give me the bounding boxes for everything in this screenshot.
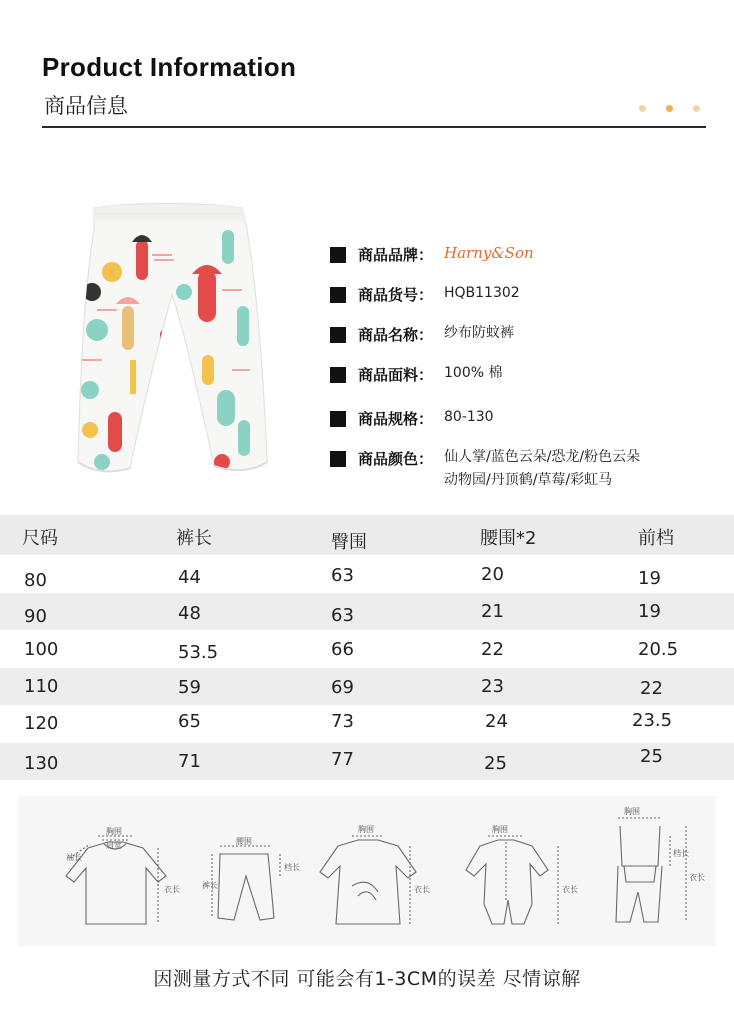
table-cell: 19 bbox=[638, 568, 661, 589]
overalls-diagram-icon bbox=[616, 818, 686, 922]
label-romper-chest: 胸围 bbox=[492, 825, 508, 834]
table-cell: 63 bbox=[331, 604, 354, 626]
table-cell: 22 bbox=[640, 677, 663, 699]
label-romper-length: 衣长 bbox=[562, 885, 578, 894]
romper-diagram-icon bbox=[466, 836, 558, 924]
info-row-fabric bbox=[330, 364, 502, 385]
table-cell: 44 bbox=[178, 567, 201, 588]
info-value: 100% 棉 bbox=[444, 365, 503, 381]
info-value: 纱布防蚊裤 bbox=[444, 325, 514, 341]
table-cell: 77 bbox=[331, 748, 354, 770]
measurement-diagrams bbox=[18, 796, 716, 946]
bullet-square-icon bbox=[330, 451, 346, 467]
label-gown-chest: 胸围 bbox=[358, 825, 374, 834]
table-cell: 130 bbox=[24, 752, 59, 774]
measurement-note: 因测量方式不同 可能会有1-3CM的误差 尽情谅解 bbox=[153, 968, 581, 990]
dot-icon bbox=[639, 105, 646, 112]
size-table bbox=[0, 515, 734, 780]
table-row bbox=[0, 743, 734, 781]
table-cell: 90 bbox=[24, 605, 47, 627]
info-label: 商品货号： bbox=[358, 286, 434, 304]
table-cell: 23 bbox=[481, 675, 504, 697]
table-cell: 22 bbox=[481, 639, 504, 660]
label-overalls-length: 衣长 bbox=[689, 873, 705, 882]
table-cell: 120 bbox=[24, 713, 59, 734]
info-label: 商品品牌： bbox=[358, 246, 434, 264]
info-row-name bbox=[330, 324, 514, 345]
table-cell: 19 bbox=[638, 600, 661, 622]
header-divider bbox=[42, 126, 706, 128]
color-line-1: 仙人掌/蓝色云朵/恐龙/粉色云朵 bbox=[444, 449, 641, 465]
info-value: 80-130 bbox=[444, 409, 494, 425]
table-cell: 73 bbox=[331, 711, 354, 732]
table-cell: 20 bbox=[481, 564, 504, 585]
info-label: 商品面料： bbox=[358, 366, 434, 384]
table-row bbox=[0, 555, 734, 593]
table-row bbox=[0, 705, 734, 743]
label-waist: 腰围 bbox=[236, 837, 252, 846]
table-row bbox=[0, 630, 734, 668]
label-shoulder: 肩宽 bbox=[106, 841, 122, 850]
table-cell: 48 bbox=[178, 602, 201, 624]
table-row bbox=[0, 593, 734, 631]
table-cell: 25 bbox=[640, 745, 663, 767]
section-header bbox=[42, 52, 706, 128]
info-label: 商品名称： bbox=[358, 326, 434, 344]
table-cell: 25 bbox=[484, 752, 507, 774]
bullet-square-icon bbox=[330, 247, 346, 263]
column-header: 尺码 bbox=[22, 528, 58, 549]
brand-logo: Harny&Son bbox=[444, 244, 534, 262]
dot-icon bbox=[693, 105, 700, 112]
column-header: 臀围 bbox=[331, 532, 367, 553]
table-cell: 53.5 bbox=[178, 642, 219, 663]
table-cell: 59 bbox=[178, 676, 201, 698]
column-header: 腰围*2 bbox=[480, 528, 537, 549]
bullet-square-icon bbox=[330, 367, 346, 383]
table-cell: 100 bbox=[24, 639, 59, 660]
label-crotch: 档长 bbox=[284, 863, 300, 872]
pants-diagram-icon bbox=[212, 846, 280, 920]
table-cell: 23.5 bbox=[632, 710, 673, 731]
table-cell: 71 bbox=[178, 750, 201, 772]
table-row bbox=[0, 668, 734, 706]
info-row-color bbox=[330, 448, 640, 492]
table-cell: 65 bbox=[178, 711, 201, 732]
color-line-2: 动物园/丹顶鹤/草莓/彩虹马 bbox=[444, 472, 613, 488]
table-header bbox=[0, 515, 734, 555]
table-cell: 21 bbox=[481, 600, 504, 622]
label-overalls-chest: 胸围 bbox=[624, 807, 640, 816]
pants-illustration-icon bbox=[72, 200, 272, 485]
label-sleeve: 袖长 bbox=[66, 853, 82, 862]
info-row-brand bbox=[330, 244, 534, 265]
info-label: 商品规格： bbox=[358, 410, 434, 428]
table-cell: 66 bbox=[331, 639, 354, 660]
label-chest: 胸围 bbox=[106, 827, 122, 836]
table-cell: 110 bbox=[24, 675, 59, 697]
table-cell: 69 bbox=[331, 676, 354, 698]
table-cell: 20.5 bbox=[638, 639, 679, 660]
bullet-square-icon bbox=[330, 411, 346, 427]
table-cell: 24 bbox=[485, 711, 508, 732]
label-overalls-crotch: 档长 bbox=[673, 849, 689, 858]
info-row-sku bbox=[330, 284, 520, 305]
column-header: 前档 bbox=[638, 528, 674, 549]
info-value bbox=[444, 446, 640, 492]
gown-diagram-icon bbox=[320, 836, 416, 924]
column-header: 裤长 bbox=[176, 528, 212, 549]
info-label: 商品颜色： bbox=[358, 450, 434, 468]
bullet-square-icon bbox=[330, 287, 346, 303]
info-row-size bbox=[330, 408, 494, 429]
title-chinese: 商品信息 bbox=[44, 94, 128, 118]
title-english: Product Information bbox=[42, 52, 297, 82]
decorative-dots bbox=[639, 105, 700, 112]
label-length: 衣长 bbox=[164, 885, 180, 894]
table-cell: 80 bbox=[24, 570, 47, 591]
info-value: HQB11302 bbox=[444, 285, 520, 301]
table-cell: 63 bbox=[331, 565, 354, 586]
label-pant-length: 裤长 bbox=[202, 881, 218, 890]
bullet-square-icon bbox=[330, 327, 346, 343]
label-gown-length: 衣长 bbox=[414, 885, 430, 894]
dot-icon bbox=[666, 105, 673, 112]
